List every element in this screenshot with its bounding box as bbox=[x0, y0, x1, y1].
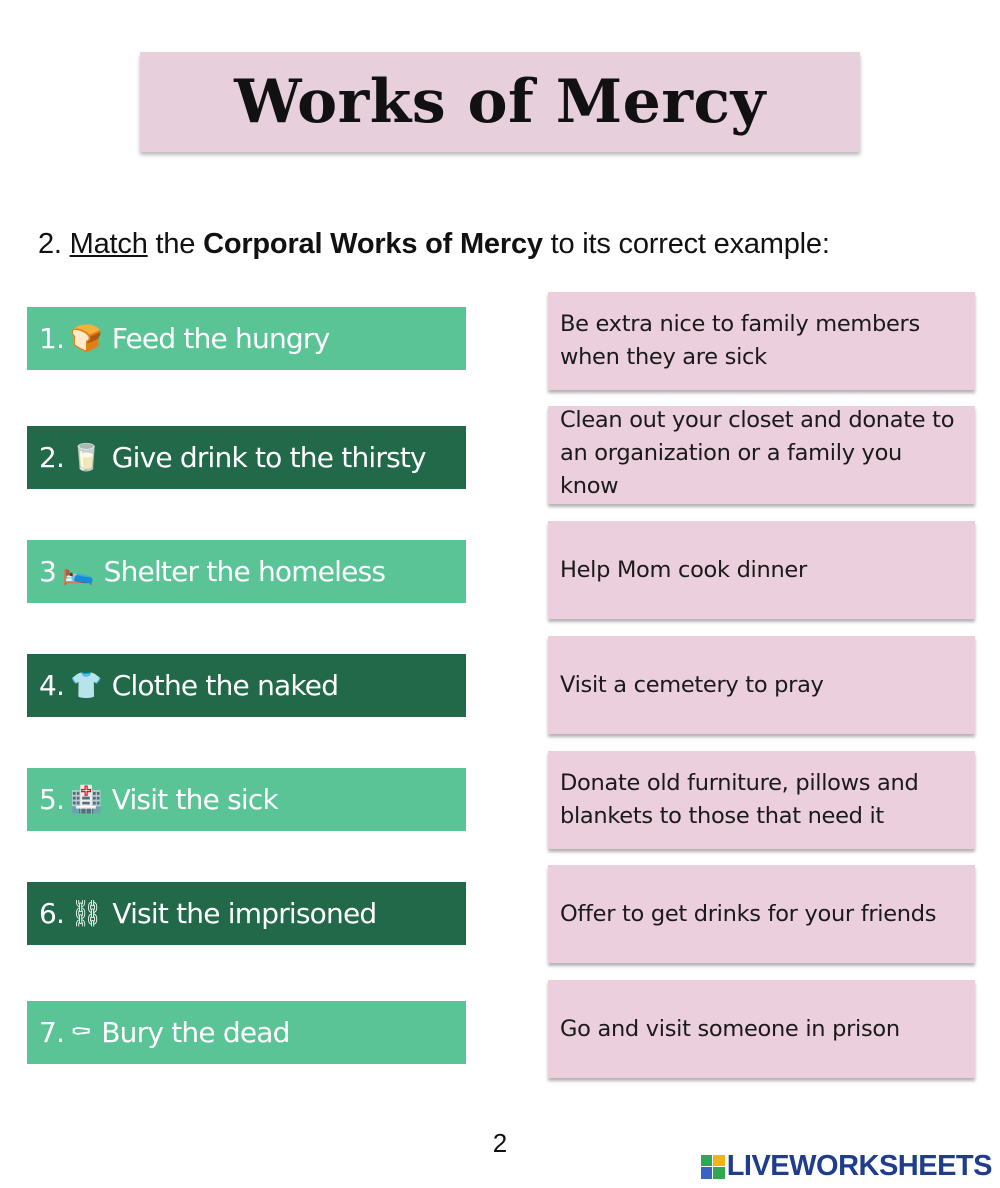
hospital-icon: 🏥 bbox=[70, 784, 102, 815]
work-item-3[interactable] bbox=[27, 540, 466, 603]
instruction-bold: Corporal Works of Mercy bbox=[203, 228, 543, 260]
shirt-icon: 👕 bbox=[70, 670, 102, 701]
instruction-prefix: 2. bbox=[38, 228, 70, 260]
example-card-2[interactable]: Clean out your closet and donate to an organization or a family you know bbox=[548, 406, 975, 504]
work-item-2[interactable] bbox=[27, 426, 466, 489]
work-number: 1. bbox=[39, 322, 65, 355]
brand-name: LIVEWORKSHEETS bbox=[726, 1150, 992, 1182]
page-title: Works of Mercy bbox=[234, 67, 766, 137]
work-label: Clothe the naked bbox=[111, 669, 339, 702]
example-card-7[interactable]: Go and visit someone in prison bbox=[548, 980, 975, 1078]
page-number: 2 bbox=[492, 1128, 508, 1158]
work-label: Shelter the homeless bbox=[103, 555, 386, 588]
work-item-6[interactable] bbox=[27, 882, 466, 945]
work-label: Give drink to the thirsty bbox=[111, 441, 426, 474]
work-number: 2. bbox=[39, 441, 65, 474]
chains-icon: ⛓ bbox=[70, 898, 103, 929]
work-label: Feed the hungry bbox=[111, 322, 330, 355]
instruction-middle: the bbox=[147, 228, 204, 260]
instruction-match-word: Match bbox=[69, 228, 148, 260]
example-card-1[interactable]: Be extra nice to family members when they are sick bbox=[548, 292, 975, 390]
glass-of-milk-icon: 🥛 bbox=[70, 442, 102, 473]
title-banner bbox=[140, 52, 860, 152]
work-number: 4. bbox=[39, 669, 65, 702]
work-item-1[interactable] bbox=[27, 307, 466, 370]
instruction-text bbox=[38, 228, 830, 261]
example-card-3[interactable]: Help Mom cook dinner bbox=[548, 521, 975, 619]
liveworksheets-logo-icon bbox=[701, 1155, 725, 1179]
brand-footer bbox=[701, 1150, 992, 1183]
example-card-4[interactable]: Visit a cemetery to pray bbox=[548, 636, 975, 734]
coffin-icon: ⚰ bbox=[70, 1017, 92, 1048]
work-item-5[interactable] bbox=[27, 768, 466, 831]
work-item-4[interactable] bbox=[27, 654, 466, 717]
example-card-5[interactable]: Donate old furniture, pillows and blankets to those that need it bbox=[548, 751, 975, 849]
example-card-6[interactable]: Offer to get drinks for your friends bbox=[548, 865, 975, 963]
bread-icon: 🍞 bbox=[70, 323, 102, 354]
person-in-bed-icon: 🛌 bbox=[62, 556, 94, 587]
work-label: Visit the imprisoned bbox=[112, 897, 377, 930]
work-number: 7. bbox=[39, 1016, 65, 1049]
work-number: 5. bbox=[39, 783, 65, 816]
work-number: 6. bbox=[39, 897, 65, 930]
instruction-suffix: to its correct example: bbox=[542, 228, 830, 260]
work-label: Bury the dead bbox=[101, 1016, 290, 1049]
work-item-7[interactable] bbox=[27, 1001, 466, 1064]
work-number: 3 bbox=[39, 555, 57, 588]
work-label: Visit the sick bbox=[111, 783, 278, 816]
